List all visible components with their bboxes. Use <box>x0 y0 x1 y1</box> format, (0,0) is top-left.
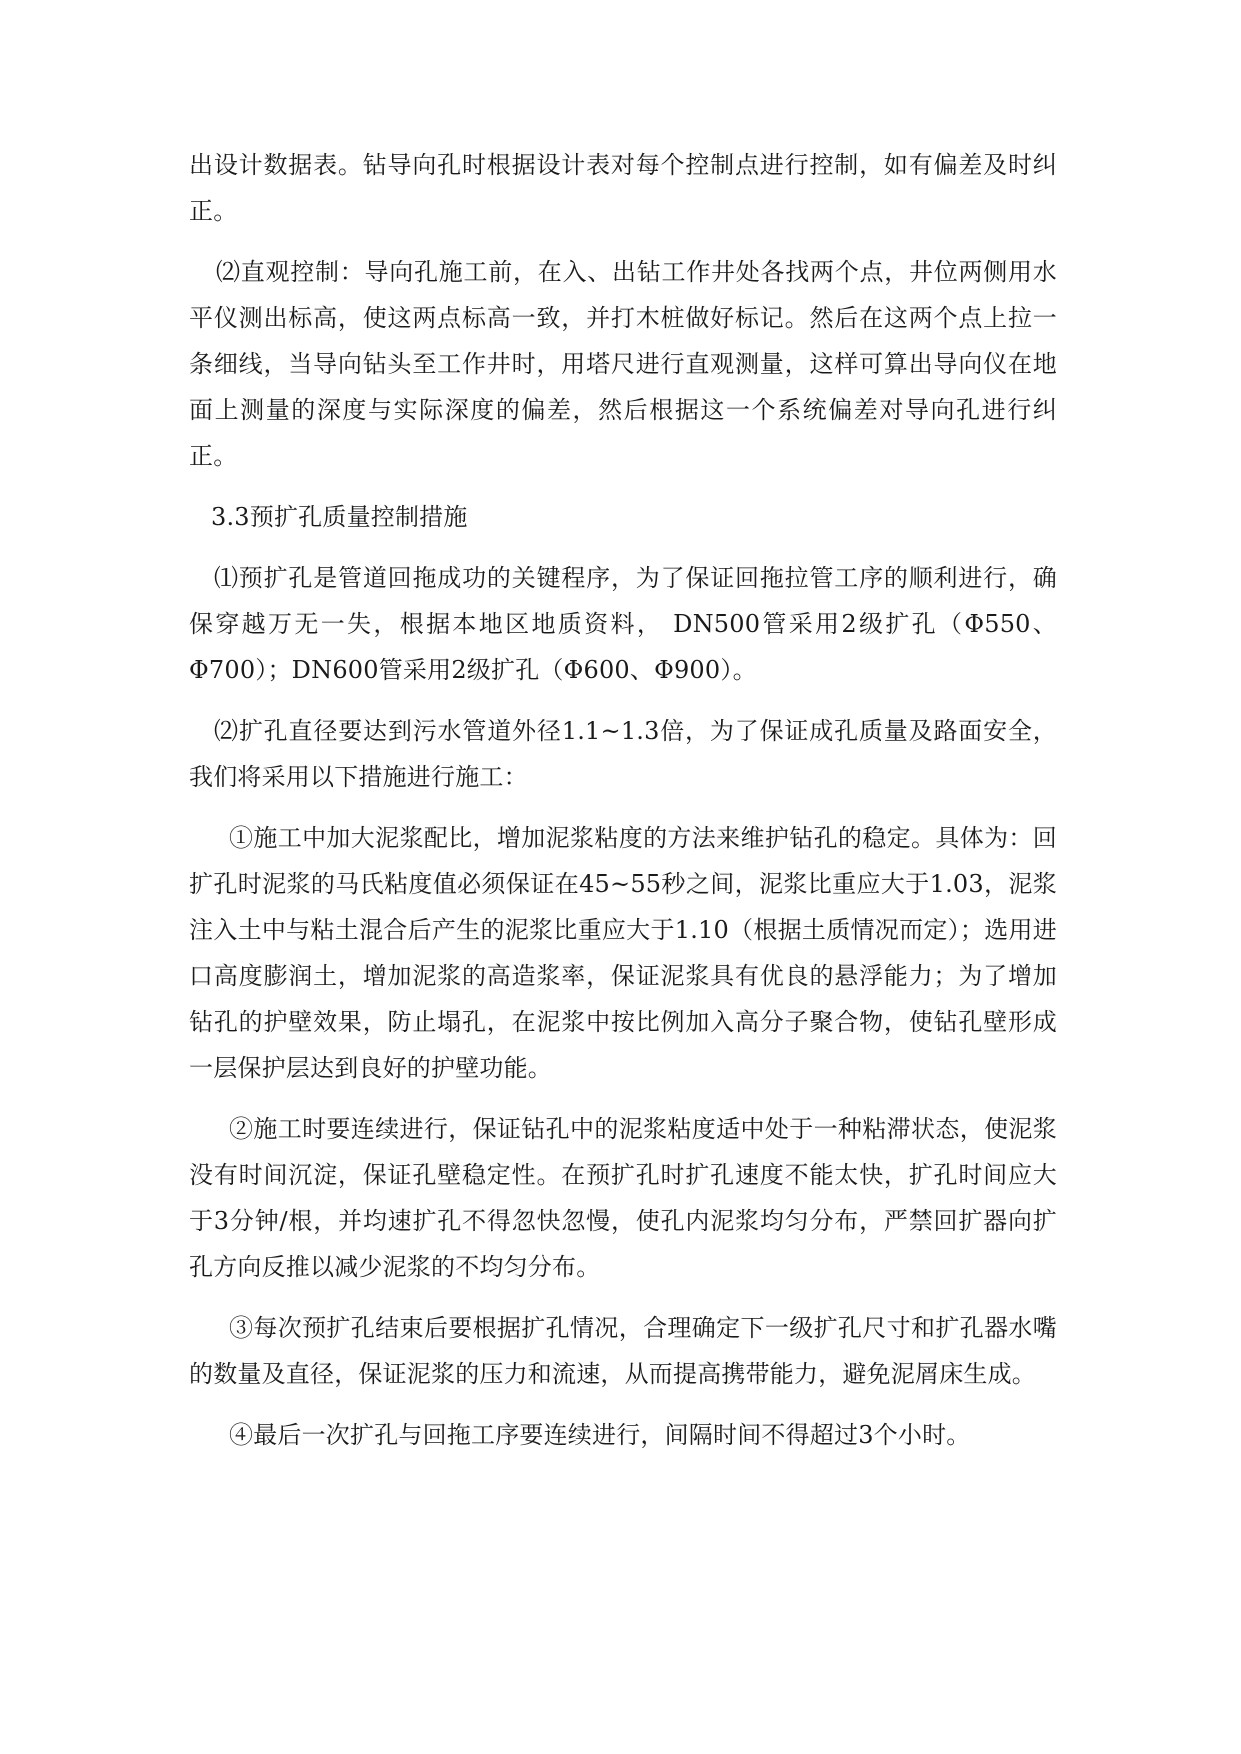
document-body <box>189 142 1057 1473</box>
paragraph-pre-reaming: ⑴预扩孔是管道回拖成功的关键程序，为了保证回拖拉管工序的顺利进行，确保穿越万无一失，根据本地区地质资料， DN500管采用2级扩孔（Φ550、Φ700）；DN600管采用2级扩孔（Φ600、Φ900）。 <box>189 564 1057 684</box>
paragraph-measure-2: ②施工时要连续进行，保证钻孔中的泥浆粘度适中处于一种粘滞状态，使泥浆没有时间沉淀，保证孔壁稳定性。在预扩孔时扩孔速度不能太快，扩孔时间应大于3分钟/根，并均速扩孔不得忽快忽慢，使孔内泥浆均匀分布，严禁回扩器向扩孔方向反推以减少泥浆的不均匀分布。 <box>189 1115 1057 1281</box>
paragraph-reaming-diameter: ⑵扩孔直径要达到污水管道外径1.1~1.3倍，为了保证成孔质量及路面安全，我们将采用以下措施进行施工： <box>189 717 1057 791</box>
paragraph-measure-3: ③每次预扩孔结束后要根据扩孔情况，合理确定下一级扩孔尺寸和扩孔器水嘴的数量及直径，保证泥浆的压力和流速，从而提高携带能力，避免泥屑床生成。 <box>189 1314 1057 1388</box>
paragraph-measure-4: ④最后一次扩孔与回拖工序要连续进行，间隔时间不得超过3个小时。 <box>229 1421 971 1449</box>
section-heading-3-3: 3.3预扩孔质量控制措施 <box>211 503 468 531</box>
paragraph-visual-control: ⑵直观控制：导向孔施工前，在入、出钻工作井处各找两个点，井位两侧用水平仪测出标高，使这两点标高一致，并打木桩做好标记。然后在这两个点上拉一条细线，当导向钻头至工作井时，用塔尺进行直观测量，这样可算出导向仪在地面上测量的深度与实际深度的偏差，然后根据这一个系统偏差对导向孔进行纠正。 <box>189 258 1057 470</box>
paragraph-measure-1: ①施工中加大泥浆配比，增加泥浆粘度的方法来维护钻孔的稳定。具体为：回扩孔时泥浆的马氏粘度值必须保证在45~55秒之间，泥浆比重应大于1.03，泥浆注入土中与粘土混合后产生的泥浆比重应大于1.10（根据土质情况而定）；选用进口高度膨润土，增加泥浆的高造浆率，保证泥浆具有优良的悬浮能力；为了增加钻孔的护壁效果，防止塌孔，在泥浆中按比例加入高分子聚合物，使钻孔壁形成一层保护层达到良好的护壁功能。 <box>189 824 1057 1082</box>
paragraph-design-table: 出设计数据表。钻导向孔时根据设计表对每个控制点进行控制，如有偏差及时纠正。 <box>189 151 1057 225</box>
